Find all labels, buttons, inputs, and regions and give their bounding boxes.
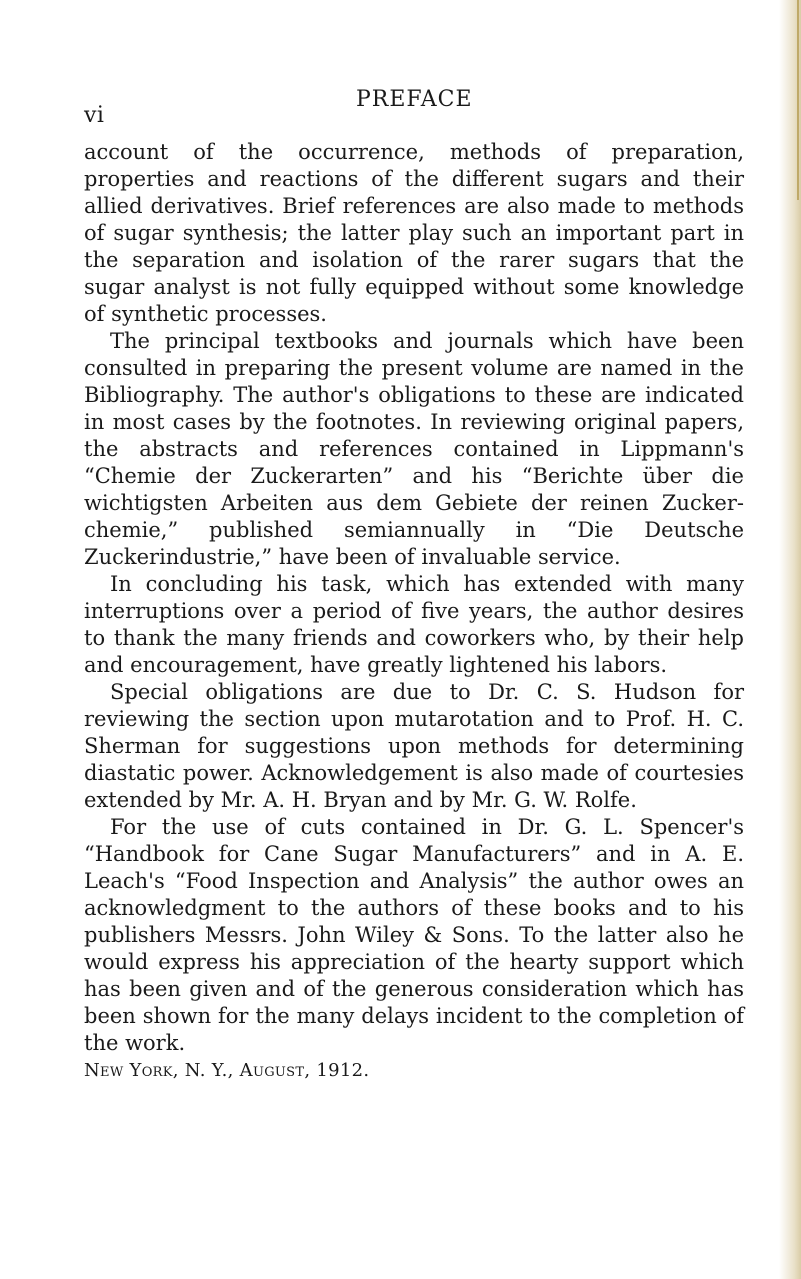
running-head: PREFACE [356, 87, 473, 112]
paragraph-cuts: For the use of cuts contained in Dr. G. L. Spencer's “Handbook for Cane Sugar Manufacturers” and in A. E. Leach's “Food Inspection and Analysis” the author owes an acknowledgment to the authors of these books and to his publishers Messrs. John Wiley & Sons. To the latter also he would express his appreciation of the hearty support which has been given and of the generous consideration which has been shown for the many delays incident to the completion of the work. [84, 815, 744, 1055]
paragraph-thanks: In concluding his task, which has extended with many interruptions over a period of five years, the author desires to thank the many friends and coworkers who, by their help and encouragement, have greatly lightened his labors. [84, 572, 744, 677]
page-edge-shadow [779, 0, 801, 1279]
paragraph-textbooks: The principal textbooks and journals which have been consulted in preparing the present volume are named in the Bibliography. The author's obligations to these are indicated in most cases by the footnotes. In reviewing original papers, the abstracts and references contained in Lippmann's “Chemie der Zuckerarten” and his “Berichte über die wichtigsten Arbeiten aus dem Gebiete der reinen Zucker-chemie,” published semiannually in “Die Deutsche Zuckerindustrie,” have been of invaluable service. [84, 329, 744, 569]
page-number: vi [84, 103, 105, 128]
body-text [84, 139, 744, 1084]
signature-line: New York, N. Y., August, 1912. [84, 1060, 370, 1081]
paragraph-continued: account of the occurrence, methods of preparation, properties and reactions of the different sugars and their allied derivatives. Brief references are also made to methods of sugar synthesis; the latter play such an important part in the separation and isolation of the rarer sugars that the sugar analyst is not fully equipped without some knowledge of synthetic processes. [84, 140, 744, 326]
paragraph-obligations: Special obligations are due to Dr. C. S. Hudson for reviewing the section upon mutarotation and to Prof. H. C. Sherman for suggestions upon methods for determining diastatic power. Acknowledgement is also made of courtesies extended by Mr. A. H. Bryan and by Mr. G. W. Rolfe. [84, 680, 744, 812]
